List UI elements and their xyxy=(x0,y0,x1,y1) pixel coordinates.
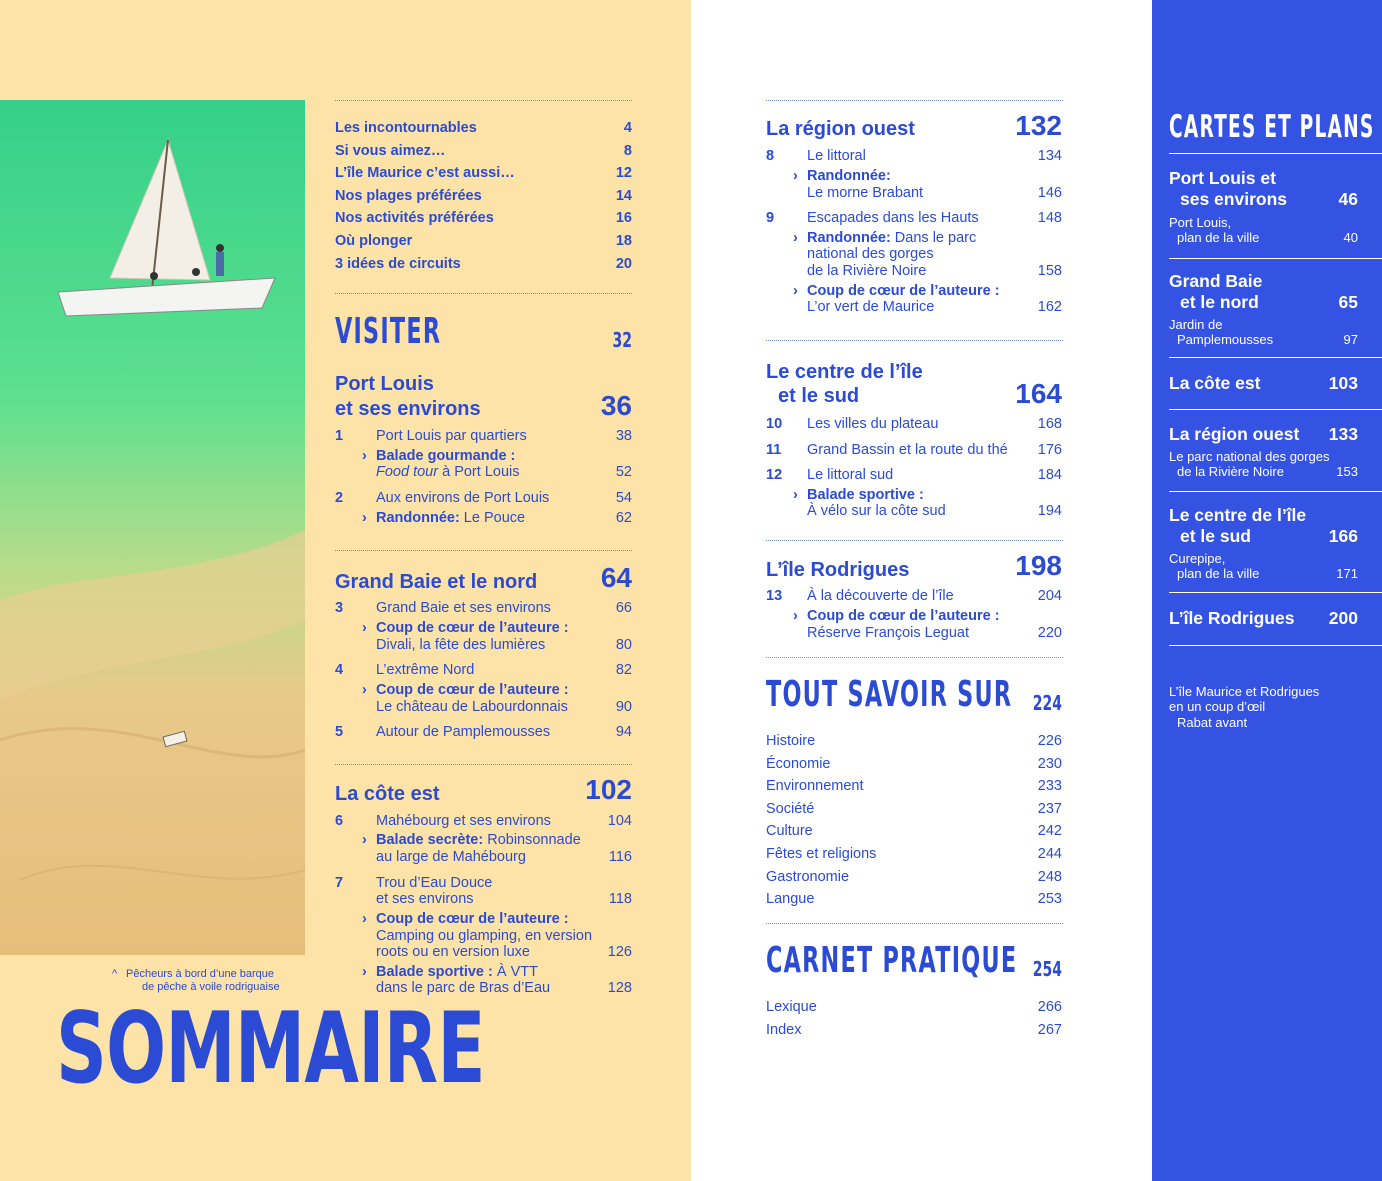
subchapter-7a[interactable]: › Coup de cœur de l’auteure : xyxy=(362,911,569,927)
chapter-11[interactable]: Grand Bassin et la route du thé xyxy=(807,442,1008,458)
chapter-9[interactable]: Escapades dans les Hauts xyxy=(807,210,979,226)
chevron-right-icon: › xyxy=(793,230,798,246)
page: ^ Pêcheurs à bord d’une barque de pêche à voile rodriguaise SOMMAIRE Les incontournables 4 Si vous aimez… 8 L’île Maurice c’est aussi… 12 Nos plages préférées 14 Nos activités préférées 16 Où plonger 18 3 idées de circuits 20 VISITER 32 Port Louis et ses environs 36 1 Port Louis par quartiers 38 › Balade gourmande : Food tour à Port Louis 52 2 Aux environs de Port Louis 54 › Randonnée: Le Pouce 62 Grand Baie et le nord 64 3 Grand Baie et ses environs 66 › Coup de cœur de l’auteure : Divali, la fête des lumières 80 4 L’extrême Nord 82 › Coup de cœur de l’auteure : Le château de Labourdonnais 90 5 Autour de Pamplemousses 94 La côte est 102 6 Mahébourg et ses environs 104 › Balade secrète: Robinsonnade au large de Mahébourg 116 7 Trou d’Eau Douce et ses environs 118 › Coup de cœur de l’auteure : Camping ou glamping, en version roots ou en version luxe 126 › Balade sportive : À VTT dans le parc de Bras d’Eau 128 La région ouest 132 8 Le littoral 134 › Randonnée: Le morne Brabant 146 9 Escapades dans les Hauts 148 › Randonnée: Dans le parc national des gorges de la Rivière Noire 158 › Coup de cœur de l’auteure : L’or vert de Maurice 162 Le centre de l’île et le sud 164 10 Les villes du plateau 168 11 Grand Bassin et la route du thé 176 12 Le littoral sud 184 › Balade sportive : À vélo sur la côte sud 194 L’île Rodrigues 198 13 À la découverte de l’île 204 › Coup de cœur de l’auteure : Réserve François Leguat 220 TOUT SAVOIR SUR 224 Histoire 226 Économie 230 Environnement 233 Société 237 Culture 242 Fêtes et religions 244 Gastronomie 248 Langue 253 CARNET PRATIQUE 254 Lexique 266 Index 267 CARTES ET PLANS Port Louis et ses environs 46 Port Louis, plan de la ville 40 Grand Baie et le nord 65 Jardin de Pamplemousses 97 La côte est 103 La région ouest 133 Le parc national des gorges de la Rivière Noire 153 Le centre de l’île et le sud 166 Curepipe, plan de la ville 171 L’île Rodrigues 200 L’île Maurice et Rodrigues en un coup d’œil Rabat avant xyxy=(0,0,1382,1181)
chevron-right-icon: › xyxy=(362,448,367,464)
intro-page: 12 xyxy=(615,165,632,182)
caret-up-icon: ^ xyxy=(112,968,118,980)
tout-savoir-page: 242 xyxy=(1037,823,1062,840)
tout-savoir-page: 244 xyxy=(1037,846,1062,862)
tout-savoir-item[interactable]: Histoire xyxy=(766,733,816,749)
grand-baie-page: 64 xyxy=(600,562,632,593)
centre-sud-page: 164 xyxy=(1015,378,1062,409)
carnet-item[interactable]: Index xyxy=(766,1021,802,1038)
tout-savoir-item[interactable]: Environnement xyxy=(766,778,864,795)
divider xyxy=(1169,592,1382,593)
divider xyxy=(766,923,1063,924)
chevron-right-icon: › xyxy=(793,168,798,184)
cartes-title: CARTES ET PLANS xyxy=(1169,109,1375,145)
chapter-5[interactable]: Autour de Pamplemousses xyxy=(376,724,551,740)
port-louis-page: 36 xyxy=(600,390,632,421)
region-ouest-page: 132 xyxy=(1015,110,1062,141)
intro-page: 14 xyxy=(615,187,632,204)
chevron-right-icon: › xyxy=(793,283,798,299)
section-carnet-page: 254 xyxy=(1032,957,1062,981)
chapter-13[interactable]: À la découverte de l’île xyxy=(807,588,954,604)
subchapter-7b[interactable]: › Balade sportive : À VTT xyxy=(362,964,538,980)
intro-item[interactable]: Nos activités préférées xyxy=(335,210,494,227)
intro-page: 20 xyxy=(615,255,632,272)
section-tout-savoir-page: 224 xyxy=(1032,691,1062,715)
chapter-2[interactable]: Aux environs de Port Louis xyxy=(376,490,550,506)
divider xyxy=(766,657,1063,658)
tout-savoir-page: 253 xyxy=(1037,891,1062,908)
intro-item[interactable]: Les incontournables xyxy=(335,120,477,136)
section-carnet-title[interactable]: CARNET PRATIQUE xyxy=(766,940,1018,981)
section-visiter-page: 32 xyxy=(612,328,632,352)
chevron-right-icon: › xyxy=(362,911,367,927)
divider xyxy=(1169,645,1382,646)
tout-savoir-item[interactable]: Culture xyxy=(766,823,813,840)
subchapter-3[interactable]: › Coup de cœur de l’auteure : xyxy=(362,620,569,636)
subchapter-6[interactable]: › Balade secrète: Robinsonnade xyxy=(362,832,581,848)
tout-savoir-page: 233 xyxy=(1037,778,1062,795)
tout-savoir-page: 226 xyxy=(1037,733,1062,749)
carnet-page: 266 xyxy=(1037,999,1062,1015)
subchapter-9a[interactable]: › Randonnée: Dans le parc xyxy=(793,230,977,246)
intro-item[interactable]: 3 idées de circuits xyxy=(335,255,461,272)
cartes-footer-1: L’île Maurice et Rodrigues xyxy=(1169,684,1320,699)
divider xyxy=(1169,491,1382,492)
intro-page: 4 xyxy=(623,120,632,136)
divider xyxy=(335,764,632,765)
divider xyxy=(766,340,1063,341)
chapter-7[interactable]: Trou d’Eau Douce xyxy=(376,875,493,891)
divider xyxy=(1169,258,1382,259)
chapter-6[interactable]: Mahébourg et ses environs xyxy=(376,813,551,829)
subchapter-2[interactable]: › Randonnée: Le Pouce xyxy=(362,510,526,526)
divider xyxy=(335,100,632,101)
tout-savoir-item[interactable]: Société xyxy=(766,800,815,817)
chapter-1[interactable]: Port Louis par quartiers xyxy=(376,428,527,444)
centre-sud-title-2[interactable]: et le sud xyxy=(778,385,860,407)
rodrigues-page: 198 xyxy=(1015,550,1062,581)
map-rodrigues[interactable]: L’île Rodrigues xyxy=(1169,608,1295,628)
grand-baie-title[interactable]: Grand Baie et le nord xyxy=(335,571,538,593)
page-title: SOMMAIRE xyxy=(56,992,485,1106)
chapter-8[interactable]: Le littoral xyxy=(807,148,866,164)
divider xyxy=(1169,153,1382,154)
chevron-right-icon: › xyxy=(362,620,367,636)
subchapter-4[interactable]: › Coup de cœur de l’auteure : xyxy=(362,682,569,698)
intro-page: 16 xyxy=(615,210,632,227)
section-visiter-title[interactable]: VISITER xyxy=(335,311,442,352)
chevron-right-icon: › xyxy=(793,608,798,624)
boat-lagoon-image xyxy=(0,100,305,955)
intro-item[interactable]: Si vous aimez… xyxy=(335,142,446,159)
intro-page: 18 xyxy=(615,233,632,249)
cote-est-title[interactable]: La côte est xyxy=(335,783,440,805)
chevron-right-icon: › xyxy=(362,964,367,980)
divider xyxy=(1169,409,1382,410)
subchapter-1[interactable]: › Balade gourmande : xyxy=(362,448,516,464)
region-ouest-title[interactable]: La région ouest xyxy=(766,118,915,140)
section-tout-savoir-title[interactable]: TOUT SAVOIR SUR xyxy=(766,674,1013,715)
intro-item[interactable]: L’île Maurice c’est aussi… xyxy=(335,165,515,182)
map-port-louis[interactable]: Port Louis et xyxy=(1169,168,1276,188)
subchapter-12[interactable]: › Balade sportive : xyxy=(793,487,924,503)
tout-savoir-page: 237 xyxy=(1037,800,1062,817)
divider xyxy=(766,540,1063,541)
carnet-page: 267 xyxy=(1037,1021,1062,1038)
tout-savoir-item[interactable]: Économie xyxy=(766,755,831,772)
photo-caption: ^ Pêcheurs à bord d’une barque de pêche à voile rodriguaise xyxy=(112,968,280,993)
chapter-12[interactable]: Le littoral sud xyxy=(807,467,894,483)
tout-savoir-item[interactable]: Gastronomie xyxy=(766,868,850,885)
cartes-footer-2: en un coup d’œil xyxy=(1169,699,1266,714)
port-louis-title-1[interactable]: Port Louis xyxy=(335,373,434,395)
intro-page: 8 xyxy=(623,142,632,159)
map-cote-est[interactable]: La côte est xyxy=(1169,373,1261,393)
cote-est-page: 102 xyxy=(585,774,632,805)
chevron-right-icon: › xyxy=(362,510,367,526)
subchapter-8[interactable]: › Randonnée: xyxy=(793,168,891,184)
divider xyxy=(766,100,1063,101)
chevron-right-icon: › xyxy=(362,832,367,848)
tout-savoir-item[interactable]: Langue xyxy=(766,891,815,908)
rodrigues-title[interactable]: L’île Rodrigues xyxy=(766,559,910,581)
divider xyxy=(335,293,632,294)
chevron-right-icon: › xyxy=(793,487,798,503)
chapter-3[interactable]: Grand Baie et ses environs xyxy=(376,600,551,616)
intro-item[interactable]: Nos plages préférées xyxy=(335,187,482,204)
port-louis-title-2[interactable]: et ses environs xyxy=(335,398,481,420)
cover-photo xyxy=(0,100,305,955)
chapter-4[interactable]: L’extrême Nord xyxy=(376,662,475,678)
subchapter-13[interactable]: › Coup de cœur de l’auteure : xyxy=(793,608,1000,624)
tout-savoir-item[interactable]: Fêtes et religions xyxy=(766,846,877,862)
subchapter-9b[interactable]: › Coup de cœur de l’auteure : xyxy=(793,283,1000,299)
cartes-footer-3: Rabat avant xyxy=(1177,715,1248,730)
centre-sud-title-1[interactable]: Le centre de l’île xyxy=(766,361,923,383)
chapter-10[interactable]: Les villes du plateau xyxy=(807,416,939,432)
divider xyxy=(1169,357,1382,358)
divider xyxy=(335,550,632,551)
map-grand-baie[interactable]: Grand Baie xyxy=(1169,271,1263,291)
map-region-ouest[interactable]: La région ouest xyxy=(1169,424,1300,444)
tout-savoir-page: 230 xyxy=(1037,755,1062,772)
map-centre-sud[interactable]: Le centre de l’île xyxy=(1169,505,1307,525)
intro-item[interactable]: Où plonger xyxy=(335,233,413,249)
chevron-right-icon: › xyxy=(362,682,367,698)
tout-savoir-page: 248 xyxy=(1037,868,1062,885)
carnet-item[interactable]: Lexique xyxy=(766,999,817,1015)
